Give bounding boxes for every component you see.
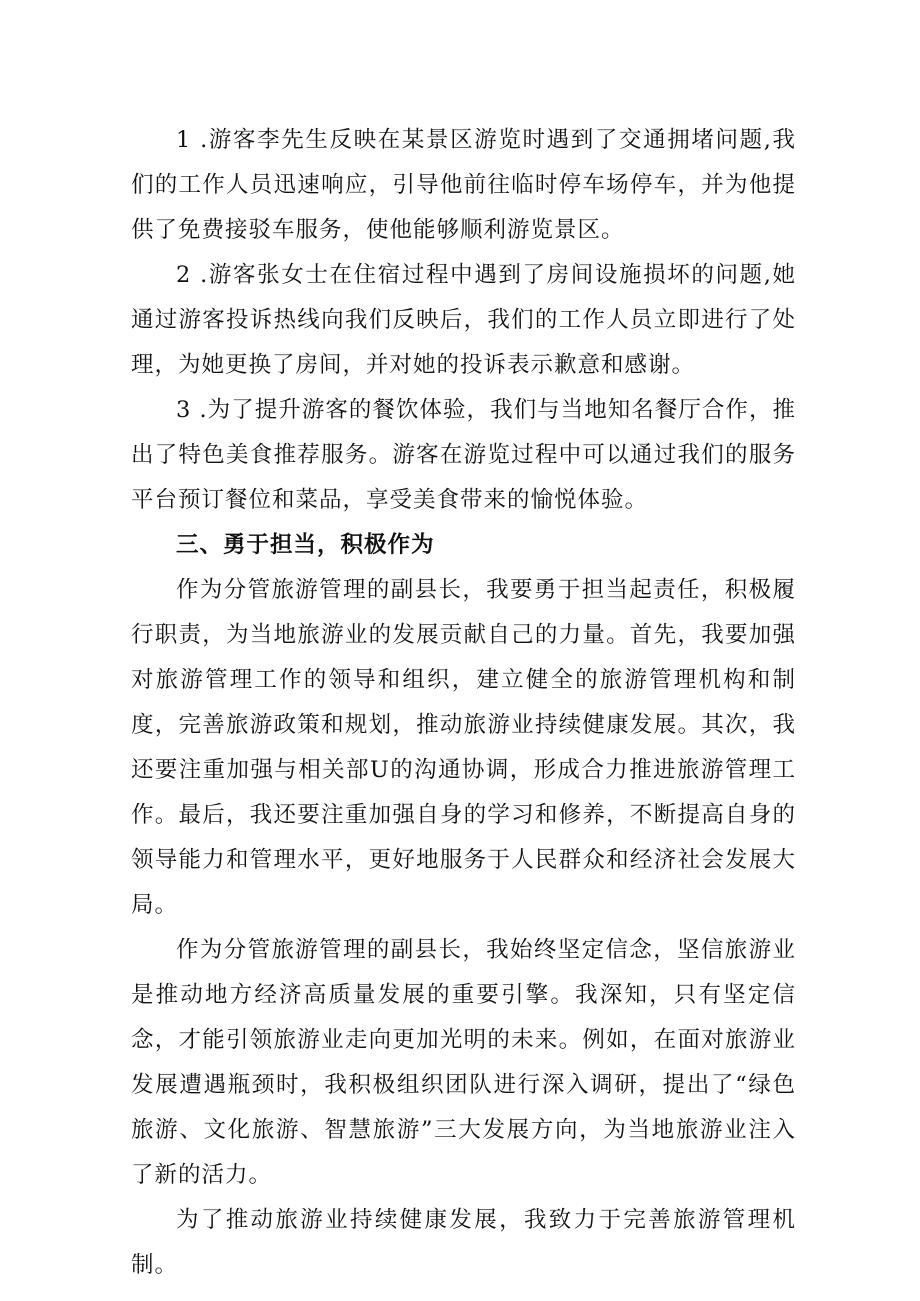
paragraph-responsibility: 作为分管旅游管理的副县长，我要勇于担当起责任，积极履行职责，为当地旅游业的发展贡献自己的力量。首先，我要加强对旅游管理工作的领导和组织，建立健全的旅游管理机构和制度，完善旅游政策和规划，推动旅游业持续健康发展。其次，我还要注重加强与相关部U的沟通协调，形成合力推进旅游管理工作。最后，我还要注重加强自身的学习和修养，不断提高自身的领导能力和管理水平，更好地服务于人民群众和经济社会发展大局。 (131, 577, 796, 918)
list-item-2: 2 .游客张女士在住宿过程中遇到了房间设施损坏的问题,她通过游客投诉热线向我们反映后，我们的工作人员立即进行了处理，为她更换了房间，并对她的投诉表示歉意和感谢。 (131, 262, 796, 378)
document-body (131, 118, 796, 1288)
list-item-3: 3 .为了提升游客的餐饮体验，我们与当地知名餐厅合作，推出了特色美食推荐服务。游客在游览过程中可以通过我们的服务平台预订餐位和菜品，享受美食带来的愉悦体验。 (131, 397, 796, 513)
section-heading: 三、勇于担当，积极作为 (176, 532, 435, 558)
list-item-1: 1 .游客李先生反映在某景区游览时遇到了交通拥堵问题,我们的工作人员迅速响应，引导他前往临时停车场停车，并为他提供了免费接驳车服务，使他能够顺利游览景区。 (131, 127, 796, 243)
paragraph-conviction: 作为分管旅游管理的副县长，我始终坚定信念，坚信旅游业是推动地方经济高质量发展的重要引擎。我深知，只有坚定信念，才能引领旅游业走向更加光明的未来。例如，在面对旅游业发展遭遇瓶颈时，我积极组织团队进行深入调研，提出了“绿色旅游、文化旅游、智慧旅游”三大发展方向，为当地旅游业注入了新的活力。 (131, 937, 796, 1188)
paragraph-mechanism: 为了推动旅游业持续健康发展，我致力于完善旅游管理机制。 (131, 1207, 796, 1278)
